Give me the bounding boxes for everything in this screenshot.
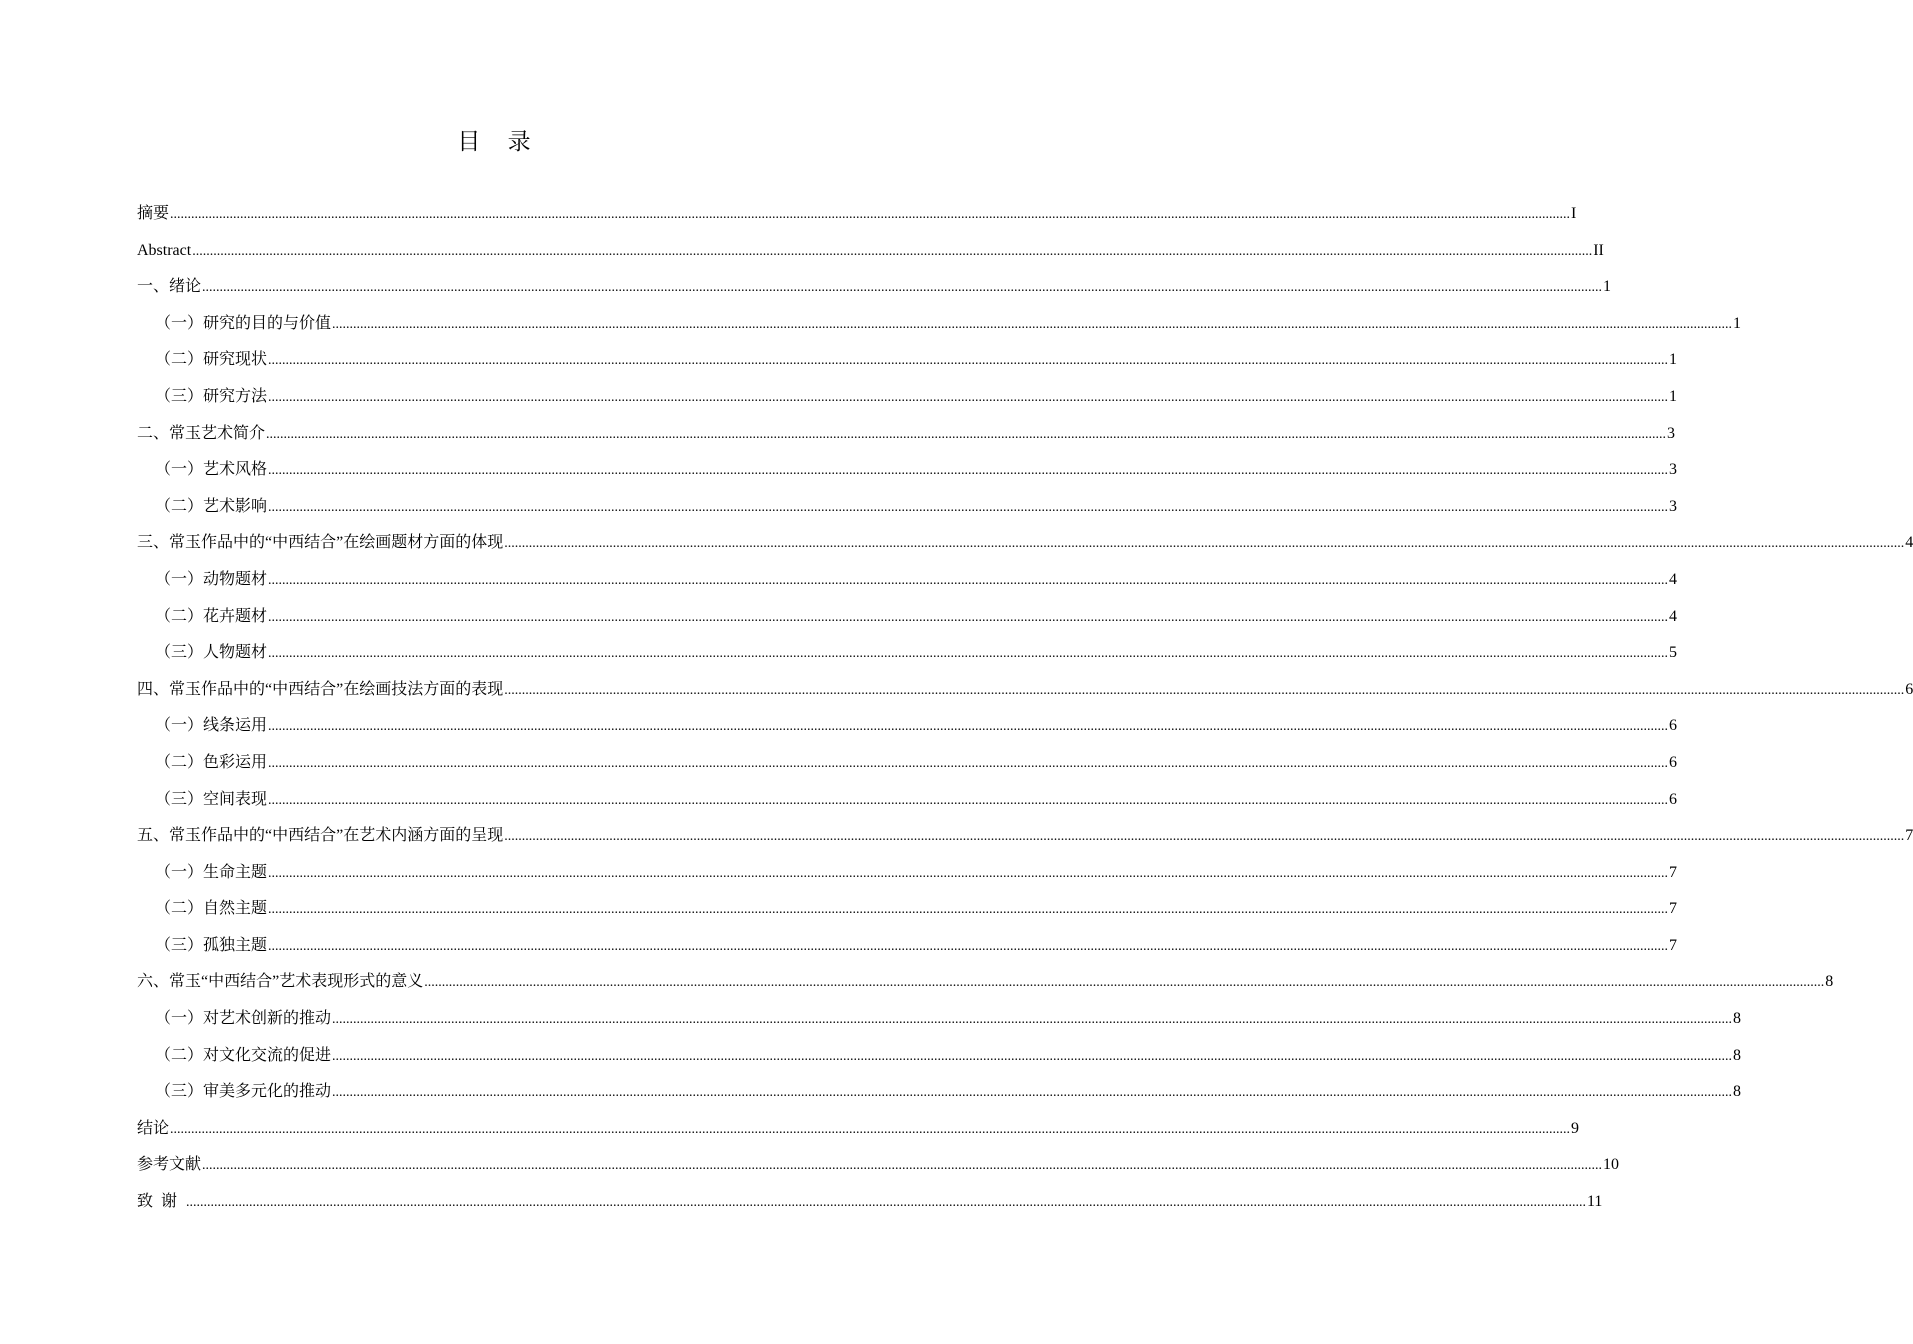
toc-dot-leader: ................................................................................................................................................................................................................................................................................................................................................................................................................ xyxy=(332,1085,1733,1101)
toc-entry-label: （三）空间表现 xyxy=(155,790,268,808)
toc-entry[interactable] xyxy=(137,782,1678,819)
toc-dot-leader: ................................................................................................................................................................................................................................................................................................................................................................................................................ xyxy=(268,353,1669,369)
toc-entry[interactable] xyxy=(137,1184,1603,1221)
toc-entry-label: （二）色彩运用 xyxy=(155,753,268,771)
toc-dot-leader: ................................................................................................................................................................................................................................................................................................................................................................................................................ xyxy=(268,499,1669,515)
toc-entry[interactable] xyxy=(137,1147,1620,1184)
page-title: 目 录 xyxy=(457,129,541,155)
toc-entry-page-number: 4 xyxy=(1905,534,1913,552)
toc-dot-leader: ................................................................................................................................................................................................................................................................................................................................................................................................................ xyxy=(332,316,1733,332)
toc-entry-label: （三）审美多元化的推动 xyxy=(155,1083,332,1101)
toc-entry-page-number: 7 xyxy=(1905,827,1913,845)
toc-entry-page-number: 6 xyxy=(1669,753,1678,771)
toc-entry[interactable] xyxy=(137,1074,1742,1111)
toc-entry[interactable] xyxy=(137,964,1834,1001)
toc-entry[interactable] xyxy=(137,1111,1580,1148)
toc-dot-leader: ................................................................................................................................................................................................................................................................................................................................................................................................................ xyxy=(268,792,1669,808)
toc-entry-page-number: 7 xyxy=(1669,936,1678,954)
toc-dot-leader: ................................................................................................................................................................................................................................................................................................................................................................................................................ xyxy=(268,572,1669,588)
toc-entry-label: 参考文献 xyxy=(137,1156,202,1174)
toc-entry[interactable] xyxy=(137,708,1678,745)
toc-entry[interactable] xyxy=(137,233,1604,270)
toc-dot-leader: ................................................................................................................................................................................................................................................................................................................................................................................................................ xyxy=(268,463,1669,479)
toc-dot-leader: ................................................................................................................................................................................................................................................................................................................................................................................................................ xyxy=(268,389,1669,405)
toc-entry[interactable] xyxy=(137,416,1676,453)
toc-dot-leader: ................................................................................................................................................................................................................................................................................................................................................................................................................ xyxy=(268,609,1669,625)
toc-entry-label: （一）艺术风格 xyxy=(155,461,268,479)
toc-entry[interactable] xyxy=(137,928,1678,965)
toc-entry-label: 三、常玉作品中的“中西结合”在绘画题材方面的体现 xyxy=(137,534,504,552)
toc-entry[interactable] xyxy=(137,818,1913,855)
toc-entry-label: 致谢 xyxy=(137,1193,186,1211)
toc-entry-label: （一）研究的目的与价值 xyxy=(155,314,332,332)
toc-entry-label: （一）生命主题 xyxy=(155,863,268,881)
toc-dot-leader: ................................................................................................................................................................................................................................................................................................................................................................................................................ xyxy=(268,865,1669,881)
toc-entry-page-number: 4 xyxy=(1669,570,1678,588)
toc-dot-leader: ................................................................................................................................................................................................................................................................................................................................................................................................................ xyxy=(186,1195,1587,1211)
toc-dot-leader: ................................................................................................................................................................................................................................................................................................................................................................................................................ xyxy=(268,755,1669,771)
toc-entry[interactable] xyxy=(137,599,1678,636)
toc-entry-label: 一、绪论 xyxy=(137,278,202,296)
toc-entry-page-number: 1 xyxy=(1669,351,1678,369)
toc-dot-leader: ................................................................................................................................................................................................................................................................................................................................................................................................................ xyxy=(192,243,1593,259)
toc-dot-leader: ................................................................................................................................................................................................................................................................................................................................................................................................................ xyxy=(268,646,1669,662)
toc-dot-leader: ................................................................................................................................................................................................................................................................................................................................................................................................................ xyxy=(504,536,1905,552)
toc-entry-label: 五、常玉作品中的“中西结合”在艺术内涵方面的呈现 xyxy=(137,827,504,845)
toc-dot-leader: ................................................................................................................................................................................................................................................................................................................................................................................................................ xyxy=(332,1012,1733,1028)
toc-entry[interactable] xyxy=(137,562,1678,599)
toc-dot-leader: ................................................................................................................................................................................................................................................................................................................................................................................................................ xyxy=(504,682,1905,698)
table-of-contents xyxy=(137,196,1913,1221)
toc-entry[interactable] xyxy=(137,891,1678,928)
toc-entry-page-number: 6 xyxy=(1669,717,1678,735)
toc-entry-label: （一）对艺术创新的推动 xyxy=(155,1010,332,1028)
toc-entry-page-number: 8 xyxy=(1825,973,1834,991)
toc-entry[interactable] xyxy=(137,672,1913,709)
toc-entry[interactable] xyxy=(137,525,1913,562)
toc-entry-label: （二）艺术影响 xyxy=(155,497,268,515)
toc-dot-leader: ................................................................................................................................................................................................................................................................................................................................................................................................................ xyxy=(202,1158,1603,1174)
toc-entry[interactable] xyxy=(137,855,1678,892)
toc-entry-page-number: 3 xyxy=(1669,461,1678,479)
toc-entry-page-number: 7 xyxy=(1669,863,1678,881)
toc-entry-page-number: I xyxy=(1571,205,1577,222)
toc-entry-page-number: 1 xyxy=(1603,278,1612,296)
toc-entry-page-number: 5 xyxy=(1669,644,1678,662)
toc-dot-leader: ................................................................................................................................................................................................................................................................................................................................................................................................................ xyxy=(170,207,1571,222)
toc-entry-page-number: 6 xyxy=(1905,680,1913,698)
toc-entry-label: 六、常玉“中西结合”艺术表现形式的意义 xyxy=(137,973,424,991)
toc-dot-leader: ................................................................................................................................................................................................................................................................................................................................................................................................................ xyxy=(266,426,1667,442)
toc-dot-leader: ................................................................................................................................................................................................................................................................................................................................................................................................................ xyxy=(268,719,1669,735)
toc-dot-leader: ................................................................................................................................................................................................................................................................................................................................................................................................................ xyxy=(268,938,1669,954)
toc-entry-label: （一）线条运用 xyxy=(155,717,268,735)
toc-entry[interactable] xyxy=(137,269,1612,306)
toc-dot-leader: ................................................................................................................................................................................................................................................................................................................................................................................................................ xyxy=(504,829,1905,845)
toc-dot-leader: ................................................................................................................................................................................................................................................................................................................................................................................................................ xyxy=(332,1048,1733,1064)
toc-entry[interactable] xyxy=(137,489,1678,526)
toc-entry-page-number: 11 xyxy=(1587,1193,1603,1211)
toc-entry[interactable] xyxy=(137,745,1678,782)
toc-entry[interactable] xyxy=(137,1038,1742,1075)
toc-entry-label: 二、常玉艺术简介 xyxy=(137,424,266,442)
toc-entry-label: （三）研究方法 xyxy=(155,387,268,405)
toc-dot-leader: ................................................................................................................................................................................................................................................................................................................................................................................................................ xyxy=(170,1121,1571,1137)
toc-entry[interactable] xyxy=(137,342,1678,379)
toc-entry-label: （一）动物题材 xyxy=(155,570,268,588)
toc-entry-label: （三）人物题材 xyxy=(155,644,268,662)
toc-entry-page-number: 3 xyxy=(1669,497,1678,515)
toc-entry-page-number: 7 xyxy=(1669,900,1678,918)
toc-entry-page-number: 1 xyxy=(1669,387,1678,405)
toc-entry-label: （三）孤独主题 xyxy=(155,936,268,954)
toc-entry-label: （二）对文化交流的促进 xyxy=(155,1046,332,1064)
toc-entry[interactable] xyxy=(137,1001,1742,1038)
toc-entry-label: （二）自然主题 xyxy=(155,900,268,918)
toc-entry[interactable] xyxy=(137,452,1678,489)
toc-entry[interactable] xyxy=(137,635,1678,672)
toc-entry-page-number: II xyxy=(1593,241,1604,259)
toc-entry-label: （二）花卉题材 xyxy=(155,607,268,625)
toc-dot-leader: ................................................................................................................................................................................................................................................................................................................................................................................................................ xyxy=(268,902,1669,918)
toc-entry-label: Abstract xyxy=(137,241,192,259)
toc-entry-label: 摘要 xyxy=(137,205,170,222)
toc-entry[interactable] xyxy=(137,306,1742,343)
toc-entry-page-number: 8 xyxy=(1733,1083,1742,1101)
toc-entry-page-number: 6 xyxy=(1669,790,1678,808)
toc-entry-label: 结论 xyxy=(137,1119,170,1137)
toc-entry-label: （二）研究现状 xyxy=(155,351,268,369)
toc-entry-page-number: 8 xyxy=(1733,1010,1742,1028)
toc-entry-page-number: 4 xyxy=(1669,607,1678,625)
toc-entry-page-number: 9 xyxy=(1571,1119,1580,1137)
toc-entry[interactable] xyxy=(137,379,1678,416)
toc-dot-leader: ................................................................................................................................................................................................................................................................................................................................................................................................................ xyxy=(424,975,1825,991)
toc-entry-label: 四、常玉作品中的“中西结合”在绘画技法方面的表现 xyxy=(137,680,504,698)
toc-entry[interactable] xyxy=(137,196,1577,233)
toc-entry-page-number: 8 xyxy=(1733,1046,1742,1064)
toc-entry-page-number: 3 xyxy=(1667,424,1676,442)
toc-entry-page-number: 1 xyxy=(1733,314,1742,332)
toc-dot-leader: ................................................................................................................................................................................................................................................................................................................................................................................................................ xyxy=(202,280,1603,296)
toc-entry-page-number: 10 xyxy=(1603,1156,1620,1174)
